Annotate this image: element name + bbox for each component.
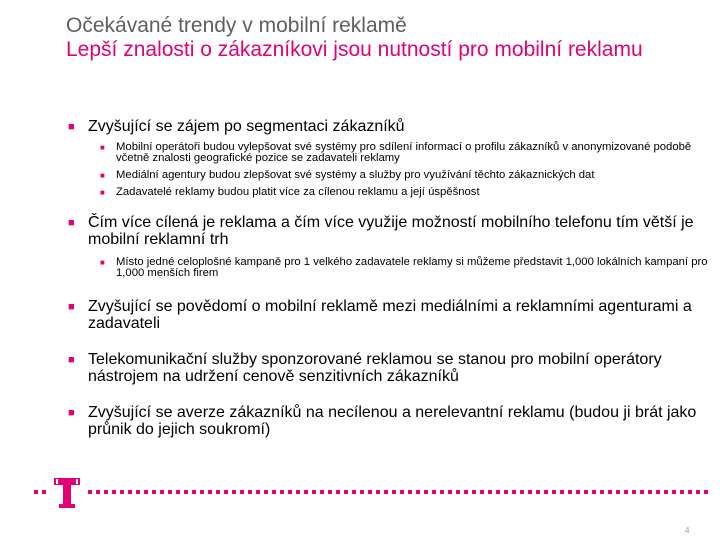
footer-dot xyxy=(584,490,588,494)
footer-dot xyxy=(232,490,236,494)
footer-dot xyxy=(472,490,476,494)
footer-dot xyxy=(592,490,596,494)
footer-dot xyxy=(34,490,38,494)
footer-dot xyxy=(608,490,612,494)
square-bullet-icon: ■ xyxy=(100,258,105,267)
footer-dot xyxy=(400,490,404,494)
sub-bullet-text: Mobilní operátoři budou vylepšovat své systémy pro sdílení informací o profilu zákazníků v anonymizované podobě včetně znalosti geografické pozice se zadavateli reklamy xyxy=(116,141,692,164)
footer-dot xyxy=(120,490,124,494)
footer-dot xyxy=(528,490,532,494)
footer-dot xyxy=(632,490,636,494)
footer-dot xyxy=(144,490,148,494)
footer-dot xyxy=(376,490,380,494)
telekom-t-logo xyxy=(54,478,80,508)
bullet-item xyxy=(68,351,708,385)
footer-dot xyxy=(512,490,516,494)
square-bullet-icon: ■ xyxy=(68,407,75,419)
footer-dot xyxy=(216,490,220,494)
footer-dot xyxy=(176,490,180,494)
footer-dot xyxy=(96,490,100,494)
footer-dot xyxy=(696,490,700,494)
square-bullet-icon: ■ xyxy=(100,188,105,197)
footer-dot xyxy=(456,490,460,494)
footer-dot xyxy=(440,490,444,494)
footer-dot xyxy=(536,490,540,494)
square-bullet-icon: ■ xyxy=(100,143,105,152)
sub-bullet-text: Mediální agentury budou zlepšovat své systémy a služby pro využívání těchto zákaznických dat xyxy=(116,169,595,181)
footer-dot xyxy=(88,490,92,494)
footer-dot xyxy=(336,490,340,494)
footer-dot xyxy=(544,490,548,494)
bullet-text: Zvyšující se povědomí o mobilní reklamě mezi mediálními a reklamními agenturami a zadavateli xyxy=(88,298,692,332)
footer-dot xyxy=(464,490,468,494)
footer-dot xyxy=(296,490,300,494)
footer-dot xyxy=(42,490,46,494)
bullet-text: Čím více cílená je reklama a čím více využije možností mobilního telefonu tím větší je mobilní reklamní trh xyxy=(88,214,694,248)
bullet-item xyxy=(68,214,708,248)
footer-dot xyxy=(136,490,140,494)
footer-dot xyxy=(408,490,412,494)
square-bullet-icon: ■ xyxy=(68,217,75,229)
square-bullet-icon: ■ xyxy=(100,171,105,180)
sub-bullet-text: Místo jedné celoplošné kampaně pro 1 velkého zadavatele reklamy si můžeme představit 1,000 lokálních kampaní pro 1,000 menších firem xyxy=(116,256,708,279)
footer-dot xyxy=(320,490,324,494)
footer-dot xyxy=(504,490,508,494)
footer-dot xyxy=(168,490,172,494)
footer-dot xyxy=(448,490,452,494)
footer-dot xyxy=(664,490,668,494)
footer-dot xyxy=(192,490,196,494)
footer-dot xyxy=(704,490,708,494)
footer-dot xyxy=(312,490,316,494)
footer-dot xyxy=(112,490,116,494)
sub-bullet-list xyxy=(68,257,708,279)
page-number: 4 xyxy=(685,526,690,535)
slide-header xyxy=(66,14,706,62)
footer-dot xyxy=(256,490,260,494)
square-bullet-icon: ■ xyxy=(68,121,75,133)
footer-dot xyxy=(360,490,364,494)
slide-title: Očekávané trendy v mobilní reklamě xyxy=(66,14,407,37)
sub-bullet-list xyxy=(68,142,708,198)
sub-bullet-item xyxy=(68,187,708,198)
footer-dot xyxy=(152,490,156,494)
footer-dot xyxy=(240,490,244,494)
footer-dot xyxy=(352,490,356,494)
bullet-list xyxy=(68,118,708,438)
bullet-item xyxy=(68,298,708,332)
footer-dot xyxy=(328,490,332,494)
footer-dot xyxy=(264,490,268,494)
footer-dot xyxy=(344,490,348,494)
footer-dot xyxy=(624,490,628,494)
square-bullet-icon: ■ xyxy=(68,301,75,313)
footer-dot xyxy=(128,490,132,494)
footer-dot xyxy=(568,490,572,494)
sub-bullet-item xyxy=(68,142,708,164)
footer-dot xyxy=(224,490,228,494)
footer-dot xyxy=(288,490,292,494)
bullet-text: Zvyšující se averze zákazníků na necílenou a nerelevantní reklamu (budou ji brát jako průnik do jejich soukromí) xyxy=(88,404,697,438)
square-bullet-icon: ■ xyxy=(68,354,75,366)
footer-dot xyxy=(576,490,580,494)
footer-dot xyxy=(672,490,676,494)
footer-dot xyxy=(280,490,284,494)
footer-dot xyxy=(368,490,372,494)
sub-bullet-item xyxy=(68,170,708,181)
footer-dotted-line xyxy=(0,490,720,494)
footer-dot xyxy=(104,490,108,494)
footer-dot xyxy=(560,490,564,494)
footer-dot xyxy=(248,490,252,494)
footer-dot xyxy=(208,490,212,494)
footer-dot xyxy=(496,490,500,494)
footer-dot xyxy=(416,490,420,494)
footer-dot xyxy=(688,490,692,494)
bullet-text: Telekomunikační služby sponzorované reklamou se stanou pro mobilní operátory nástrojem na udržení cenově senzitivních zákazníků xyxy=(88,351,662,385)
footer-dot xyxy=(272,490,276,494)
footer-dot xyxy=(432,490,436,494)
sub-bullet-item xyxy=(68,257,708,279)
slide-subtitle: Lepší znalosti o zákazníkovi jsou nutností pro mobilní reklamu xyxy=(66,38,643,61)
footer-dot xyxy=(200,490,204,494)
footer-dot xyxy=(480,490,484,494)
bullet-item xyxy=(68,118,708,135)
footer-dot xyxy=(656,490,660,494)
footer-dot xyxy=(424,490,428,494)
footer-dot xyxy=(616,490,620,494)
sub-bullet-text: Zadavatelé reklamy budou platit více za cílenou reklamu a její úspěšnost xyxy=(116,186,480,198)
footer-dot xyxy=(304,490,308,494)
footer-dot xyxy=(520,490,524,494)
bullet-item xyxy=(68,404,708,438)
footer-dot xyxy=(160,490,164,494)
footer-dot xyxy=(648,490,652,494)
bullet-text: Zvyšující se zájem po segmentaci zákazníků xyxy=(88,118,405,135)
footer-dot xyxy=(640,490,644,494)
footer-dot xyxy=(680,490,684,494)
footer-dot xyxy=(600,490,604,494)
footer-dot xyxy=(552,490,556,494)
footer-dot xyxy=(392,490,396,494)
footer-dot xyxy=(184,490,188,494)
footer-dot xyxy=(488,490,492,494)
footer-dot xyxy=(384,490,388,494)
